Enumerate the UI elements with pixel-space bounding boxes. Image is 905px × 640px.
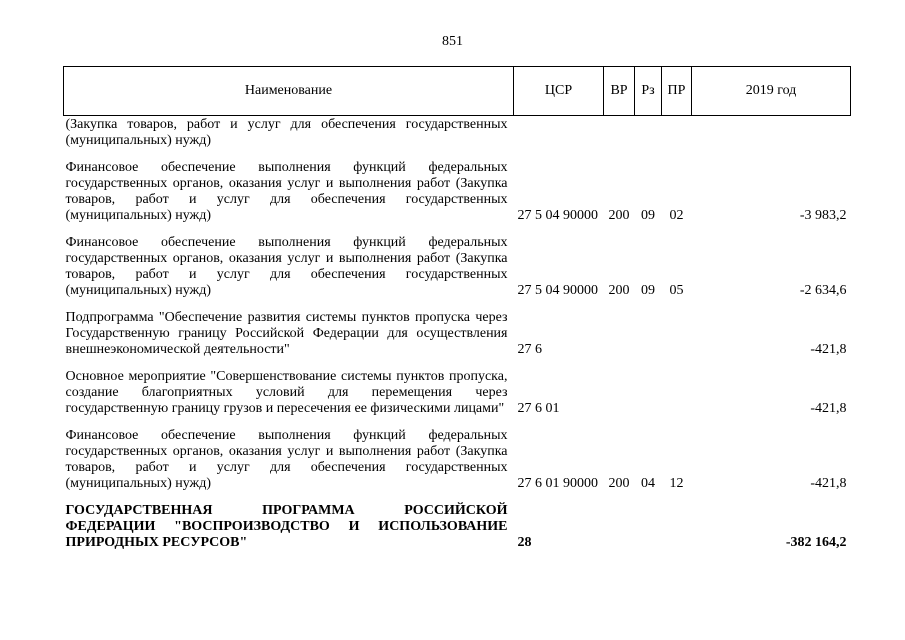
- table-row: [64, 224, 851, 299]
- header-csr: ЦСР: [514, 67, 604, 116]
- table-row: [64, 492, 851, 551]
- row-vr: 200: [608, 283, 630, 298]
- row-vr: [604, 358, 635, 417]
- row-csr: 27 5 04 90000: [517, 208, 598, 223]
- row-rz: 09: [641, 283, 655, 298]
- row-rz: [635, 116, 662, 150]
- row-vr: 200: [608, 476, 630, 491]
- row-name: (Закупка товаров, работ и услуг для обеспечения государственных (муниципальных) нужд): [65, 117, 508, 148]
- row-rz: [635, 358, 662, 417]
- row-pr: [662, 116, 692, 150]
- row-year: -3 983,2: [799, 208, 847, 223]
- row-year: -421,8: [810, 342, 847, 357]
- table-row: [64, 358, 851, 417]
- header-name: Наименование: [64, 67, 514, 116]
- row-name: Подпрограмма "Обеспечение развития системы пунктов пропуска через Государственную границу Российской Федерации для осуществления внешнеэкономической деятельности": [65, 310, 508, 357]
- row-name: Финансовое обеспечение выполнения функций федеральных государственных органов, оказания услуг и выполнения работ (Закупка товаров, работ и услуг для обеспечения государственных (муниципальных) нужд): [65, 160, 508, 223]
- header-year: 2019 год: [692, 67, 851, 116]
- row-name: Финансовое обеспечение выполнения функций федеральных государственных органов, оказания услуг и выполнения работ (Закупка товаров, работ и услуг для обеспечения государственных (муниципальных) нужд): [65, 235, 508, 298]
- row-pr: [662, 358, 692, 417]
- table-row: [64, 299, 851, 358]
- table-row: [64, 116, 851, 150]
- row-csr: 28: [517, 535, 532, 550]
- row-name: Основное мероприятие "Совершенствование системы пунктов пропуска, создание благоприятных условий для перемещения через государственную границу грузов и пересечения ее физическими лицами": [65, 369, 508, 416]
- row-csr: 27 5 04 90000: [517, 283, 598, 298]
- row-csr: 27 6: [517, 342, 542, 357]
- row-vr: [604, 299, 635, 358]
- row-year: -382 164,2: [785, 535, 847, 550]
- row-vr: [604, 116, 635, 150]
- row-pr: 02: [669, 208, 684, 223]
- header-pr: ПР: [662, 67, 692, 116]
- row-year: [692, 116, 851, 150]
- row-vr: [604, 492, 635, 551]
- row-name: Финансовое обеспечение выполнения функций федеральных государственных органов, оказания услуг и выполнения работ (Закупка товаров, работ и услуг для обеспечения государственных (муниципальных) нужд): [65, 428, 508, 491]
- row-name: ГОСУДАРСТВЕННАЯ ПРОГРАММА РОССИЙСКОЙ ФЕДЕРАЦИИ "ВОСПРОИЗВОДСТВО И ИСПОЛЬЗОВАНИЕ ПРИРОДНЫХ РЕСУРСОВ": [65, 503, 508, 550]
- budget-table: [63, 66, 851, 551]
- table-row: [64, 149, 851, 224]
- table-row: [64, 417, 851, 492]
- header-vr: ВР: [604, 67, 635, 116]
- row-pr: [662, 492, 692, 551]
- table-header: [64, 67, 851, 116]
- row-pr: 05: [669, 283, 684, 298]
- row-year: -2 634,6: [799, 283, 847, 298]
- row-rz: 04: [641, 476, 655, 491]
- row-csr: 27 6 01 90000: [517, 476, 598, 491]
- row-csr: 27 6 01: [517, 401, 560, 416]
- row-year: -421,8: [810, 401, 847, 416]
- row-year: -421,8: [810, 476, 847, 491]
- row-rz: [635, 299, 662, 358]
- header-rz: Рз: [635, 67, 662, 116]
- row-pr: [662, 299, 692, 358]
- row-vr: 200: [608, 208, 630, 223]
- row-rz: [635, 492, 662, 551]
- row-rz: 09: [641, 208, 655, 223]
- table-body: [64, 116, 851, 552]
- page-number: 851: [442, 34, 463, 49]
- row-csr: [514, 116, 604, 150]
- row-pr: 12: [669, 476, 684, 491]
